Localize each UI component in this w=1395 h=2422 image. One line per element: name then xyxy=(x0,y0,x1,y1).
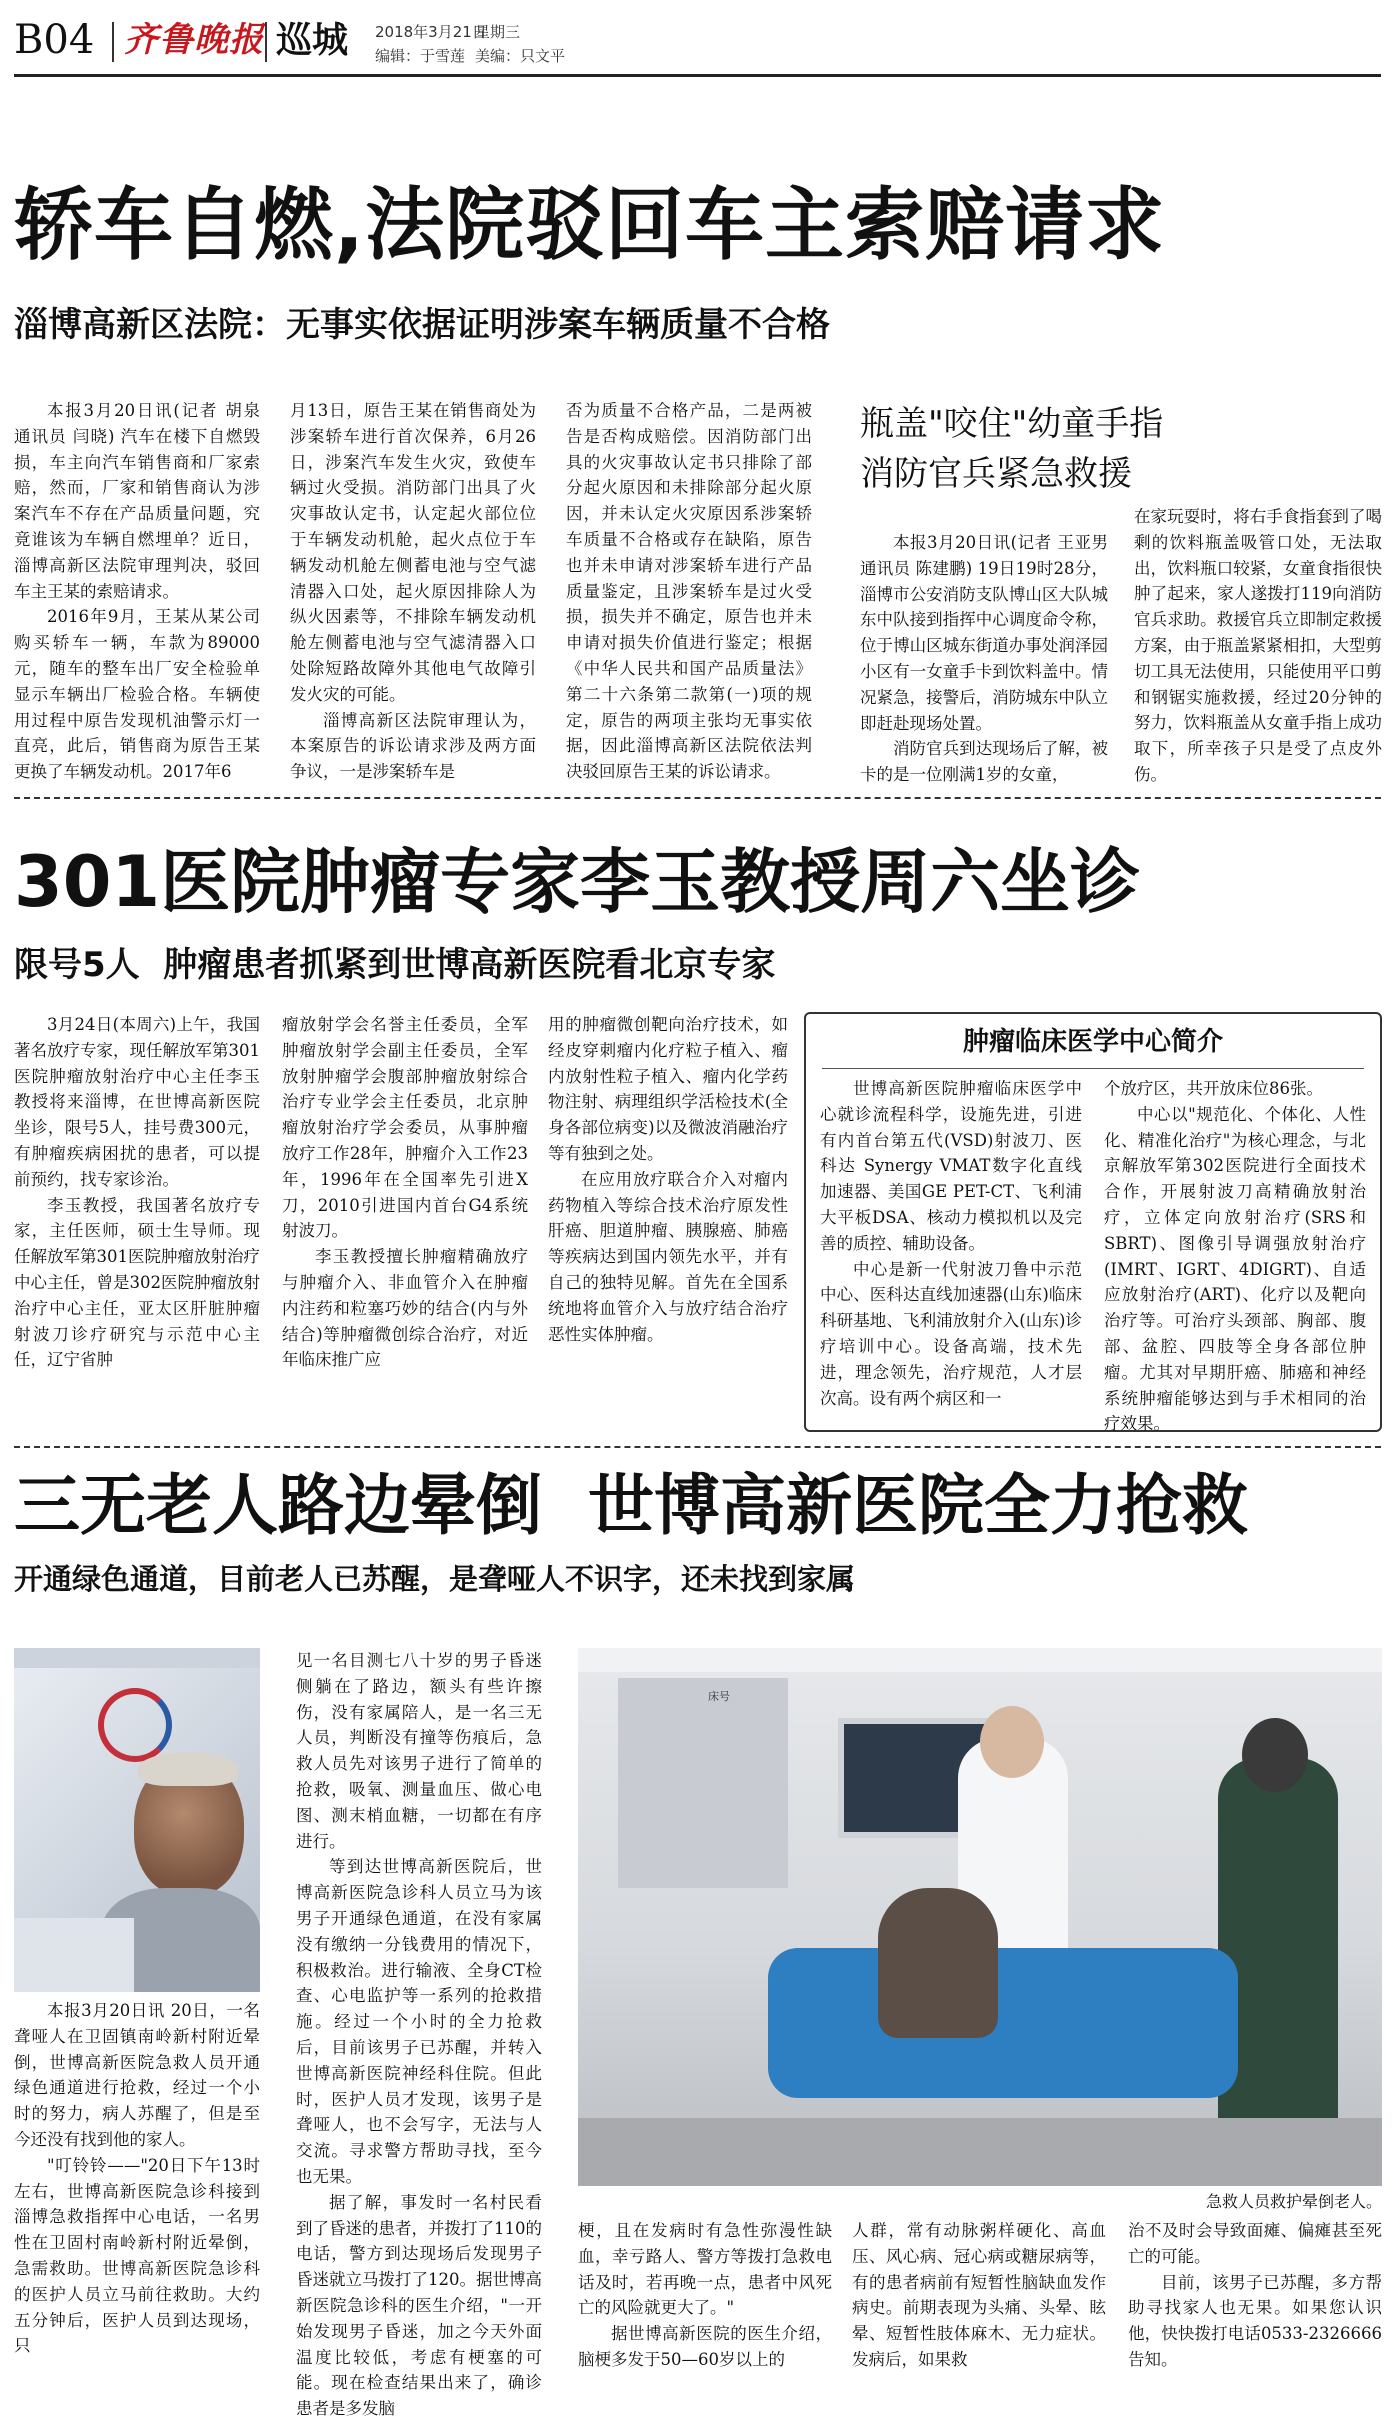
story4-paragraph: 目前，该男子已苏醒，多方帮助寻找家人也无果。如果您认识他，快快拨打电话0533-2326666告知。 xyxy=(1128,2272,1382,2369)
paper-logo: 齐鲁晚报 xyxy=(124,20,264,60)
pillow-logo-ring xyxy=(98,1688,172,1762)
story4-paragraph: 见一名目测七八十岁的男子昏迷侧躺在了路边，额头有些许擦伤，没有家属陪人，是一名三无人员，判断没有撞等伤痕后，急救人员先对该男子进行了简单的抢救，吸氧、测量血压、做心电图、测末梢血糖，一切都在有序进行。 xyxy=(296,1651,542,1851)
story4-paragraph: "叮铃铃——"20日下午13时左右，世博高新医院急诊科接到淄博急救指挥中心电话，一名男性在卫固村南岭新村附近晕倒，急需救助。世博高新医院急诊科的医护人员立马前往救助。大约五分钟后，医护人员到达现场，只 xyxy=(14,2155,260,2356)
page-number: B04 xyxy=(14,17,95,63)
photo-caption: 急救人员救护晕倒老人。 xyxy=(1205,2192,1382,2211)
section-divider xyxy=(14,797,1381,799)
story2-headline-line2: 消防官兵紧急救援 xyxy=(860,454,1132,494)
story3-column-1 xyxy=(14,1012,260,1432)
portrait-hair xyxy=(138,1752,238,1786)
issue-date: 2018年3月21日 xyxy=(375,23,487,41)
story4-bottom-column-2 xyxy=(852,2218,1106,2388)
story3-column-3 xyxy=(548,1012,788,1432)
info-box-paragraph: 中心以"规范化、个体化、人性化、精准化治疗"为核心理念，与北京解放军第302医院进行全面技术合作，开展射波刀高精确放射治疗，立体定向放射治疗(SRS和SBRT)、图像引导调强放射治疗(IMRT、IGRT、4DIGRT)、自适应放射治疗(ART)、化疗以及靶向治疗等。可治疗头颈部、胸部、腹部、盆腔、四肢等全身各部位肿瘤。尤其对早期肝癌、肺癌和神经系统肿瘤能够达到与手术相同的治疗效果。 xyxy=(1104,1104,1366,1434)
info-box-paragraph: 世博高新医院肿瘤临床医学中心就诊流程科学，设施先进，引进有内首台第五代(VSD)射波刀、医科达 Synergy VMAT数字化直线加速器、美国GE PET-CT、飞利浦大平板DSA、核动力模拟机以及完善的质控、辅助设备。 xyxy=(820,1079,1082,1253)
story4-column-2 xyxy=(296,1648,542,2419)
rescue-photo xyxy=(578,1648,1382,2186)
story3-paragraph: 瘤放射学会名誉主任委员，全军肿瘤放射学会副主任委员，全军放射肿瘤学会腹部肿瘤放射综合治疗专业学会主任委员，北京肿瘤放射治疗学会委员，从事肿瘤放疗工作28年，肿瘤介入工作23年，1996年在全国率先引进X刀，2010引进国内首台G4系统射波刀。 xyxy=(282,1015,528,1241)
story2-paragraph: 在家玩耍时，将右手食指套到了喝剩的饮料瓶盖吸管口处，无法取出，饮料瓶口较紧，女童食指很快肿了起来，家人遂拨打119向消防官兵求助。救援官兵立即制定救援方案，由于瓶盖紧紧相扣，大型剪切工具无法使用，只能使用平口剪和钢锯实施救援，经过20分钟的努力，饮料瓶盖从女童手指上成功取下，所幸孩子只是受了点皮外伤。 xyxy=(1134,507,1382,784)
nurse-figure xyxy=(1218,1758,1338,2138)
story4-lead: 本报3月20日讯 20日，一名聋哑人在卫固镇南岭新村附近晕倒，世博高新医院急救人员开通绿色通道进行抢救，经过一个小时的努力，病人苏醒了，但是至今还没有找到他的家人。 xyxy=(14,2001,260,2149)
story4-paragraph: 治不及时会导致面瘫、偏瘫甚至死亡的可能。 xyxy=(1128,2221,1382,2266)
info-box-paragraph: 中心是新一代射波刀鲁中示范中心、医科达直线加速器(山东)临床科研基地、飞利浦放射介入(山东)诊疗培训中心。设备高端，技术先进，理念领先，治疗规范，人才层次高。设有两个病区和一 xyxy=(820,1259,1082,1408)
info-box-title-rule xyxy=(822,1068,1364,1069)
info-box-paragraph: 个放疗区，共开放床位86张。 xyxy=(1104,1079,1323,1098)
story4-headline: 三无老人路边晕倒 世博高新医院全力抢救 xyxy=(14,1467,1248,1544)
story3-paragraph: 在应用放疗联合介入对瘤内药物植入等综合技术治疗原发性肝癌、胆道肿瘤、胰腺癌、肺癌等疾病达到国内领先水平，并有自己的独特见解。首先在全国系统地将血管介入与放疗结合治疗恶性实体肿瘤。 xyxy=(548,1169,788,1344)
info-box-title: 肿瘤临床医学中心简介 xyxy=(962,1027,1223,1057)
story4-column-1 xyxy=(14,1998,260,2388)
wall-panel xyxy=(618,1678,788,1888)
stretcher xyxy=(768,1948,1238,2098)
story4-paragraph: 据了解，事发时一名村民看到了昏迷的患者，并拨打了110的电话，警方到达现场后发现男子昏迷就立马拨打了120。据世博高新医院急诊科的医生介绍，"一开始发现男子昏迷，加之今天外面温度比较低，考虑有梗塞的可能。现在检查结果出来了，确诊患者是多发脑 xyxy=(296,2192,542,2419)
story3-column-2 xyxy=(282,1012,528,1432)
story1-paragraph: 月13日，原告王某在销售商处为涉案轿车进行首次保养，6月26日，涉案汽车发生火灾，致使车辆过火受损。消防部门出具了火灾事故认定书，认定起火部位位于车辆发动机舱，起火点位于车辆发动机舱左侧蓄电池与空气滤清器入口处，起火原因排除人为纵火因素等，不排除车辆发动机舱左侧蓄电池与空气滤清器入口处除短路故障外其他电气故障引发火灾的可能。 xyxy=(290,401,536,704)
patient-figure xyxy=(878,1888,998,2038)
story4-bottom-column-1 xyxy=(578,2218,832,2388)
doctor-head xyxy=(980,1706,1044,1778)
nurse-head xyxy=(1242,1718,1308,1792)
floor xyxy=(578,2118,1382,2186)
story4-bottom-column-3 xyxy=(1128,2218,1382,2388)
info-box-column-2 xyxy=(1104,1076,1366,1434)
story2-paragraph: 消防官兵到达现场后了解，被卡的是一位刚满1岁的女童， xyxy=(860,739,1108,785)
section-divider xyxy=(14,1446,1381,1448)
story3-paragraph: 李玉教授，我国著名放疗专家，主任医师，硕士生导师。现任解放军第301医院肿瘤放射治疗中心主任，曾是302医院肿瘤放射治疗中心主任，亚太区肝脏肿瘤射波刀诊疗研究与示范中心主任，辽宁省肿 xyxy=(14,1195,260,1370)
story4-paragraph: 梗，且在发病时有急性弥漫性缺血，幸亏路人、警方等拨打急救电话及时，若再晚一点，患者中风死亡的风险就更大了。" xyxy=(578,2221,832,2318)
blanket-shape xyxy=(14,1918,134,1992)
story3-headline: 301医院肿瘤专家李玉教授周六坐诊 xyxy=(14,841,1141,923)
story3-paragraph: 用的肿瘤微创靶向治疗技术，如经皮穿刺瘤内化疗粒子植入、瘤内放射性粒子植入、瘤内化学药物注射、病理组织学活检技术(全身各部位病变)以及微波消融治疗等有独到之处。 xyxy=(548,1015,788,1163)
story1-column-1 xyxy=(14,398,260,782)
story3-lead: 3月24日(本周六)上午，我国著名放疗专家，现任解放军第301医院肿瘤放射治疗中心主任李玉教授将来淄博，在世博高新医院坐诊，限号5人，挂号费300元，有肿瘤疾病困扰的患者，可以提前预约，找专家诊治。 xyxy=(14,1015,260,1189)
story4-subhead: 开通绿色通道，目前老人已苏醒，是聋哑人不识字，还未找到家属 xyxy=(14,1562,856,1596)
info-box-column-1 xyxy=(820,1076,1082,1422)
story4-paragraph: 人群，常有动脉粥样硬化、高血压、风心病、冠心病或糖尿病等，有的患者病前有短暂性脑缺血发作病史。前期表现为头痛、头晕、眩晕、短暂性肢体麻木、无力症状。发病后，如果救 xyxy=(852,2221,1106,2369)
story2-column-1 xyxy=(860,530,1108,785)
story1-paragraph: 否为质量不合格产品，二是两被告是否构成赔偿。因消防部门出具的火灾事故认定书只排除了部分起火原因和未排除部分起火原因，并未认定火灾原因系涉案轿车质量不合格或存在缺陷，原告也并未申请对涉案轿车进行产品质量鉴定，且涉案轿车是过火受损，损失并不确定，原告也并未申请对损失价值进行鉴定；根据《中华人民共和国产品质量法》第二十六条第二款第(一)项的规定，原告的两项主张均无事实依据，因此淄博高新区法院依法判决驳回原告王某的诉讼请求。 xyxy=(566,401,812,782)
story1-paragraph: 淄博高新区法院审理认为，本案原告的诉讼请求涉及两方面争议，一是涉案轿车是 xyxy=(290,710,536,782)
masthead-rule xyxy=(14,74,1381,77)
story1-headline: 轿车自燃,法院驳回车主索赔请求 xyxy=(14,179,1166,271)
editor-credit: 编辑：于雪莲 xyxy=(375,47,466,65)
story1-paragraph: 2016年9月，王某从某公司购买轿车一辆，车款为89000元，随车的整车出厂安全检验单显示车辆出厂检验合格。车辆使用过程中原告发现机油警示灯一直亮，此后，销售商为原告王某更换了车辆发动机。2017年6 xyxy=(14,607,260,782)
masthead-divider xyxy=(112,22,114,62)
story2-headline-line1: 瓶盖"咬住"幼童手指 xyxy=(860,404,1164,444)
masthead-divider xyxy=(265,22,267,62)
ceiling-strip xyxy=(578,1648,1382,1672)
story1-lead: 本报3月20日讯(记者 胡泉 通讯员 闫晓) 汽车在楼下自燃毁损，车主向汽车销售商和厂家索赔，然而，厂家和销售商认为涉案汽车不存在产品质量问题，究竟谁该为车辆自燃埋单？近日，淄博高新区法院审理判决，驳回车主王某的索赔请求。 xyxy=(14,401,260,601)
story3-paragraph: 李玉教授擅长肿瘤精确放疗与肿瘤介入、非血管介入在肿瘤内注药和粒塞巧妙的结合(内与外结合)等肿瘤微创综合治疗，对近年临床推广应 xyxy=(282,1247,528,1370)
story4-paragraph: 等到达世博高新医院后，世博高新医院急诊科人员立马为该男子开通绿色通道，在没有家属没有缴纳一分钱费用的情况下，积极救治。进行输液、全身CT检查、心电监护等一系列的抢救措施。经过一个小时的全力抢救后，目前该男子已苏醒，并转入世博高新医院神经科住院。但此时，医护人员才发现，该男子是聋哑人，也不会写字，无法与人交流。寻求警方帮助寻找，至今也无果。 xyxy=(296,1857,542,2186)
story2-column-2 xyxy=(1134,504,1382,784)
issue-weekday: 星期三 xyxy=(475,23,521,41)
story1-column-2 xyxy=(290,398,536,782)
story3-subhead: 限号5人 肿瘤患者抓紧到世博高新医院看北京专家 xyxy=(14,945,776,985)
story4-paragraph: 据世博高新医院的医生介绍，脑梗多发于50—60岁以上的 xyxy=(578,2324,832,2369)
story1-column-3 xyxy=(566,398,812,782)
patient-portrait-photo xyxy=(14,1648,260,1992)
story1-subhead: 淄博高新区法院：无事实依据证明涉案车辆质量不合格 xyxy=(14,305,830,345)
story2-lead: 本报3月20日讯(记者 王亚男 通讯员 陈建鹏) 19日19时28分，淄博市公安消防支队博山区大队城东中队接到指挥中心调度命令称，位于博山区城东街道办事处润泽园小区有一女童手卡到饮料盖中。情况紧急，接警后，消防城东中队立即赶赴现场处置。 xyxy=(860,533,1108,733)
designer-credit: 美编：只文平 xyxy=(475,47,566,65)
bed-sign: 床号 xyxy=(708,1690,730,1703)
section-name: 巡城 xyxy=(276,20,349,61)
